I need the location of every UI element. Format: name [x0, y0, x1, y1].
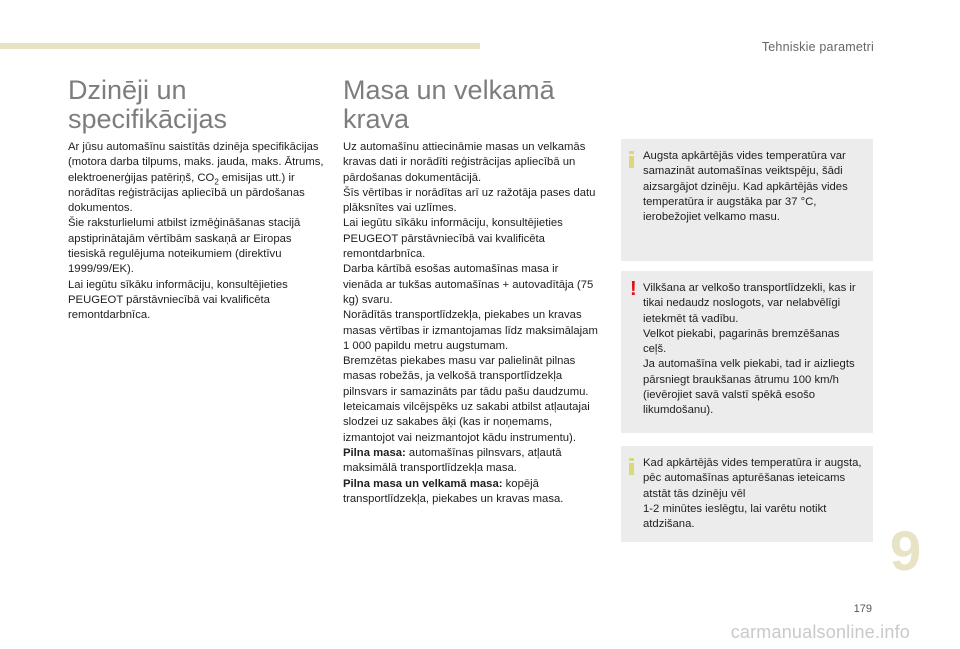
engines-body	[68, 140, 330, 324]
warning-text-3: Ja automašīna velk piekabi, tad ir aizliegts pārsniegt braukšanas ātrumu 100 km/h (ievērojiet savā valstī spēkā esošo likumdošanu).	[643, 358, 855, 417]
mass-paragraph-1: Uz automašīnu attiecināmie masas un velkamās kravas dati ir norādīti reģistrācijas apliecībā un pārdošanas dokumentācijā.	[343, 141, 586, 184]
info-note-text: Augsta apkārtējās vides temperatūra var samazināt automašīnas veiktspēju, šādi aizsargājot dzinēju. Kad apkārtējās vides temperatūra ir augstāka par 37 °C, ierobežojiet velkamo masu.	[643, 150, 848, 224]
engines-heading-line1: Dzinēji un	[68, 75, 187, 105]
mass-paragraph-6: Bremzētas piekabes masu var palielināt pilnas masas robežās, ja velkošā transportlīdzekļa pilnsvars ir samazināts par tādu pašu daudzumu.	[343, 355, 589, 398]
watermark: carmanualsonline.info	[730, 622, 910, 642]
info-icon	[629, 151, 634, 167]
warning-icon: !	[630, 278, 637, 300]
mass-heading-line2: krava	[343, 104, 410, 134]
towing-mass-text: kopējā transportlīdzekļa, piekabes un kravas masa.	[343, 477, 564, 505]
warning-note-towing	[621, 271, 873, 433]
mass-paragraph-7: Ieteicamais vilcējspēks uz sakabi atbilst atļautajai slodzei uz sakabes āķi (kas ir noņemams, izmantojot vai neizmantojot kādu instrumentu).	[343, 401, 590, 444]
section-title: Tehniskie parametri	[761, 40, 874, 54]
mass-paragraph-4: Darba kārtībā esošas automašīnas masa ir vienāda ar tukšas automašīnas + autovadītāja (75 kg) svaru.	[343, 263, 594, 306]
engines-paragraph-1	[68, 140, 330, 216]
header-accent-bar	[0, 43, 480, 49]
full-mass-text: automašīnas pilnsvars, atļautā maksimālā transportlīdzekļa masa.	[343, 446, 562, 475]
mass-heading-line1: Masa un velkamā	[343, 75, 555, 105]
page-number: 179	[853, 603, 872, 615]
engines-paragraph-3: Lai iegūtu sīkāku informāciju, konsultējieties PEUGEOT pārstāvniecībā vai kvalificēta remontdarbnīca.	[68, 278, 288, 322]
co2-subscript: 2	[214, 176, 219, 186]
mass-heading	[343, 76, 555, 134]
cooling-text-2: 1-2 minūtes ieslēgtu, lai varētu notikt atdzišana.	[643, 502, 827, 531]
mass-body	[343, 140, 601, 507]
engines-text-a: Ar jūsu automašīnu saistītās dzinēja specifikācijas (motora darba tilpums, maks. jauda, maks. Ātrums, elektroenerģijas patēriņš, CO	[68, 141, 324, 184]
cooling-text-1: Kad apkārtējās vides temperatūra ir augsta, pēc automašīnas apturēšanas ieteicams atstāt tās dzinēju vēl	[643, 457, 862, 500]
mass-paragraph-2: Šīs vērtības ir norādītas arī uz ražotāja pases datu plāksnītes vai uzlīmes.	[343, 186, 596, 215]
engines-heading-line2: specifikācijas	[68, 104, 228, 134]
info-note-cooling	[621, 446, 873, 542]
full-mass-definition	[343, 446, 601, 477]
engines-paragraph-2: Šie raksturlielumi atbilst izmēģināšanas stacijā apstiprinātajām vērtībām saskaņā ar Eiropas tiesiskā regulējuma noteikumiem (direktīvu 1999/99/EK).	[68, 217, 301, 276]
full-mass-label: Pilna masa:	[343, 446, 406, 459]
towing-mass-label: Pilna masa un velkamā masa:	[343, 477, 503, 490]
engines-text-b: emisijas utt.) ir norādītas reģistrācijas apliecībā un pārdošanas dokumentos.	[68, 171, 305, 215]
warning-text-1: Vilkšana ar velkošo transportlīdzekli, kas ir tikai nedaudz noslogots, var nelabvēlīgi ietekmēt tā vadību.	[643, 282, 856, 325]
info-note-temperature	[621, 139, 873, 261]
engines-heading	[68, 76, 227, 134]
mass-paragraph-3: Lai iegūtu sīkāku informāciju, konsultējieties PEUGEOT pārstāvniecībā vai kvalificēta remontdarbnīca.	[343, 217, 563, 261]
chapter-number: 9	[890, 519, 922, 582]
mass-paragraph-5: Norādītās transportlīdzekļa, piekabes un kravas masas vērtības ir izmantojamas līdz maksimālajam 1 000 papildu metru augstumam.	[343, 309, 598, 352]
towing-mass-definition	[343, 477, 601, 508]
info-icon	[629, 458, 634, 474]
warning-text-2: Velkot piekabi, pagarinās bremzēšanas ceļš.	[643, 327, 840, 356]
